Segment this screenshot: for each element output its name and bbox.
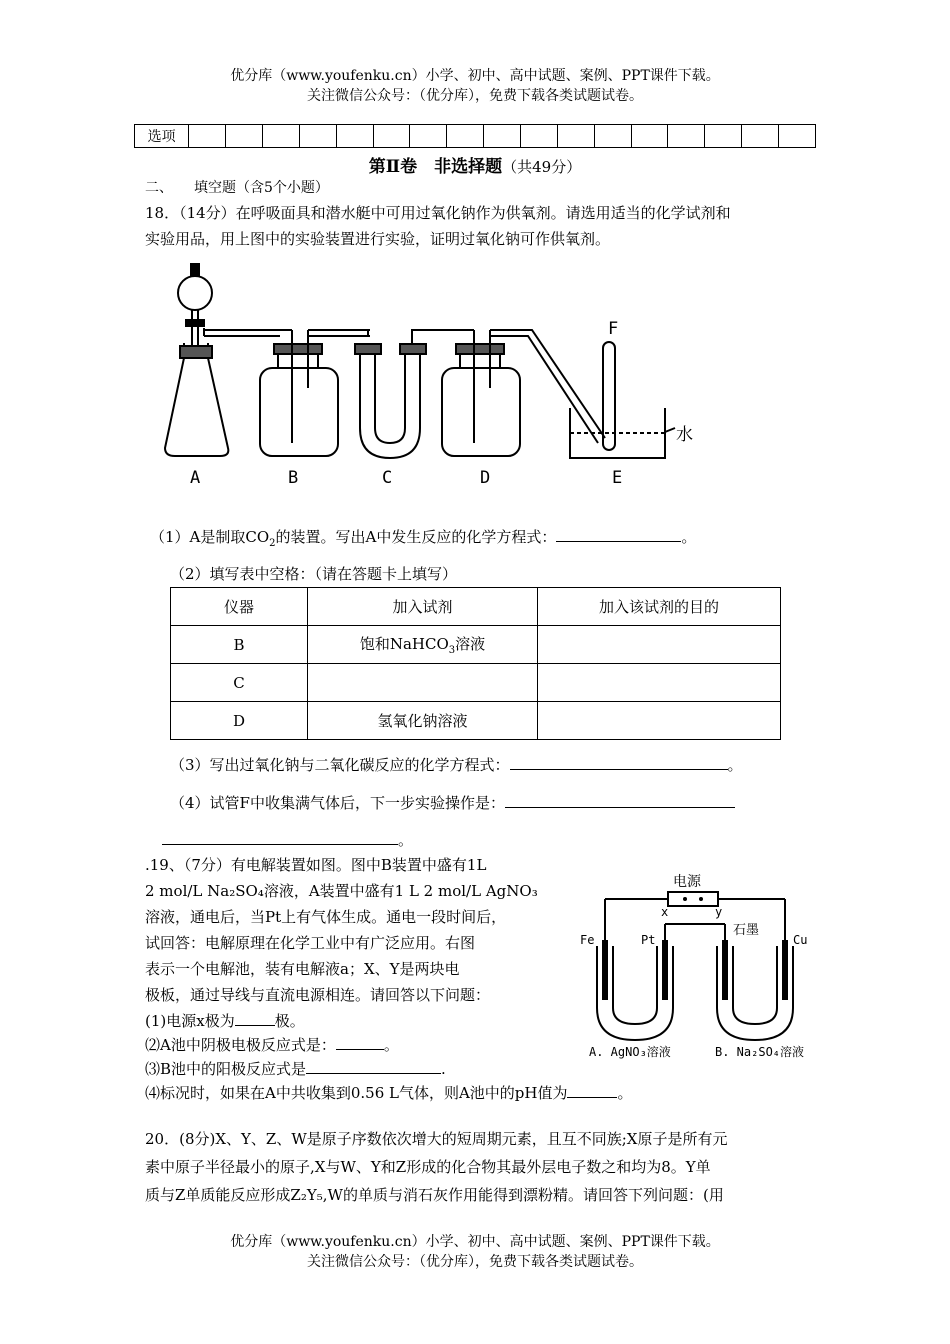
y-label: y xyxy=(715,905,723,919)
section-title-main: 第Ⅱ卷 非选择题 xyxy=(368,157,503,177)
q18-part-4: （4）试管F中收集满气体后，下一步实验操作是： xyxy=(170,790,735,816)
footer-line-2: 关注微信公众号：（优分库），免费下载各类试题试卷。 xyxy=(307,1254,643,1270)
apparatus-c xyxy=(355,330,460,458)
q18-p3-blank[interactable] xyxy=(510,769,728,770)
row-c-instrument: C xyxy=(171,664,308,702)
q18-part-3: （3）写出过氧化钠与二氧化碳反应的化学方程式： 。 xyxy=(170,756,743,774)
q18-p1-sub: 2 xyxy=(269,538,276,549)
label-b: B xyxy=(288,468,299,488)
table-header-purpose: 加入该试剂的目的 xyxy=(538,588,781,626)
q20-line: 20．(8分)X、Y、Z、W是原子序数依次增大的短周期元素，且互不同族;X原子是所有元 xyxy=(145,1130,728,1148)
apparatus-e xyxy=(570,342,675,458)
graphite-label: 石墨 xyxy=(733,923,760,938)
label-a: A xyxy=(190,468,201,488)
label-c: C xyxy=(382,468,393,488)
table-header-reagent: 加入试剂 xyxy=(308,588,538,626)
apparatus-d xyxy=(442,330,605,456)
q19-line: 2 mol/L Na₂SO₄溶液，A装置中盛有1 L 2 mol/L AgNO₃ xyxy=(145,882,538,900)
power-label: 电源 xyxy=(673,874,701,890)
q18-part-1 xyxy=(150,524,696,557)
footer-line-1: 优分库（www.youfenku.cn）小学、初中、高中试题、案例、PPT课件下载。 xyxy=(230,1234,720,1250)
table-row xyxy=(171,702,781,740)
q18-stem-1: 18．（14分）在呼吸面具和潜水艇中可用过氧化钠作为供氧剂。请选用适当的化学试剂和 xyxy=(145,204,731,222)
q18-p1-blank[interactable] xyxy=(556,541,681,542)
row-d-reagent: 氢氧化钠溶液 xyxy=(308,702,538,740)
q20-stem xyxy=(145,1125,810,1209)
q19-electrolysis-diagram xyxy=(575,868,820,1063)
q18-p1-text-b: 的装置。写出A中发生反应的化学方程式： xyxy=(275,528,557,546)
q19-s3-blank[interactable] xyxy=(306,1073,441,1074)
q18-part-2: （2）填写表中空格：（请在答题卡上填写） xyxy=(170,565,458,583)
q19-line: 溶液，通电后，当Pt上有气体生成。通电一段时间后， xyxy=(145,908,507,926)
cell-a-label: A. AgNO₃溶液 xyxy=(589,1045,671,1059)
row-b-reagent: 饱和NaHCO$_3$溶液 xyxy=(308,626,538,664)
q19-s2-blank[interactable] xyxy=(336,1049,384,1050)
row-b-instrument: B xyxy=(171,626,308,664)
apparatus-b xyxy=(260,330,370,456)
row-d-instrument: D xyxy=(171,702,308,740)
x-label: x xyxy=(661,905,669,919)
table-row xyxy=(171,626,781,664)
q19-line: 表示一个电解池，装有电解液a；X、Y是两块电 xyxy=(145,960,460,978)
q18-p4-blank-2[interactable] xyxy=(162,844,398,845)
pt-label: Pt xyxy=(641,933,656,947)
cu-label: Cu xyxy=(793,933,808,947)
table-row xyxy=(171,664,781,702)
q19-sub-4: ⑷标况时，如果在A中共收集到0.56 L气体，则A池中的pH值为 。 xyxy=(145,1084,633,1102)
q20-line: 质与Z单质能反应形成Z₂Y₅,W的单质与消石灰作用能得到漂粉精。请回答下列问题：(用 xyxy=(145,1186,724,1204)
row-d-purpose[interactable] xyxy=(538,702,781,740)
fe-label: Fe xyxy=(580,933,595,947)
q19-stem xyxy=(145,852,570,1008)
q18-p1-text-a: （1）A是制取CO xyxy=(150,528,270,546)
q19-line: 试回答：电解原理在化学工业中有广泛应用。右图 xyxy=(145,934,476,952)
label-water: 水 xyxy=(676,425,693,445)
q20-line: 素中原子半径最小的原子,X与W、Y和Z形成的化合物其最外层电子数之和均为8。Y单 xyxy=(145,1158,711,1176)
q18-apparatus-diagram xyxy=(160,258,700,498)
header-line-1: 优分库（www.youfenku.cn）小学、初中、高中试题、案例、PPT课件下载。 xyxy=(230,68,720,84)
header-line-2: 关注微信公众号：（优分库），免费下载各类试题试卷。 xyxy=(307,88,643,104)
apparatus-a xyxy=(165,264,280,456)
row-c-purpose[interactable] xyxy=(538,664,781,702)
q18-reagent-table xyxy=(170,587,781,740)
q18-part-4-cont: 。 xyxy=(162,827,413,853)
q19-line: .19、（7分）有电解装置如图。图中B装置中盛有1L xyxy=(145,856,487,874)
q19-line: 极板，通过导线与直流电源相连。请回答以下问题： xyxy=(145,986,491,1004)
q18-p4-blank-1[interactable] xyxy=(505,807,735,808)
label-e: E xyxy=(612,468,623,488)
q19-sub-1: (1)电源x极为 极。 xyxy=(145,1012,305,1030)
cell-b-label: B. Na₂SO₄溶液 xyxy=(715,1045,805,1059)
q19-s4-blank[interactable] xyxy=(567,1097,617,1098)
q19-sub-3: ⑶B池中的阳极反应式是 . xyxy=(145,1060,446,1078)
q18-p1-end: 。 xyxy=(681,528,697,546)
q19-s1-blank[interactable] xyxy=(235,1025,275,1026)
section-title xyxy=(0,152,950,177)
power-source-box xyxy=(668,892,718,906)
section-part: 二、 填空题（含5个小题） xyxy=(145,180,329,196)
q19-sub-2: ⑵A池中阴极电极反应式是： 。 xyxy=(145,1036,399,1054)
row-b-purpose[interactable] xyxy=(538,626,781,664)
option-row-label: 选项 xyxy=(135,125,189,148)
row-c-reagent[interactable] xyxy=(308,664,538,702)
table-header-instrument: 仪器 xyxy=(171,588,308,626)
q18-stem-2: 实验用品，用上图中的实验装置进行实验，证明过氧化钠可作供氧剂。 xyxy=(145,230,611,248)
answer-option-table xyxy=(134,124,816,148)
label-d: D xyxy=(480,468,491,488)
label-f: F xyxy=(608,319,619,339)
section-score: （共49分） xyxy=(502,158,582,176)
